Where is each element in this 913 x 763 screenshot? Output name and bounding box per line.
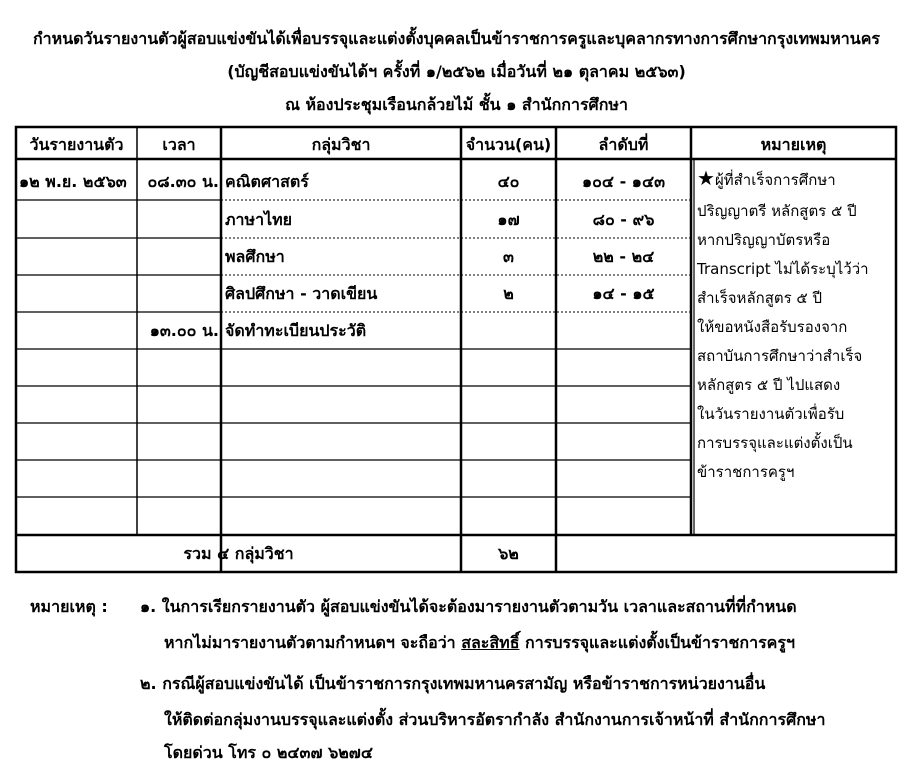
- total-count: ๖๒: [498, 544, 519, 563]
- remark-line: หากปริญญาบัตรหรือ: [697, 231, 831, 249]
- row-subject: คณิตศาสตร์: [225, 172, 309, 191]
- remark-line: ข้าราชการครูฯ: [697, 463, 795, 481]
- remark-line: หลักสูตร ๕ ปี ไปแสดง: [697, 376, 841, 394]
- note-2-line-3: โดยด่วน โทร ๐ ๒๔๓๗ ๖๒๗๔: [164, 743, 373, 762]
- header-time: เวลา: [162, 135, 196, 154]
- note-1-line-2: [164, 633, 795, 653]
- forfeit-text: สละสิทธิ์: [461, 633, 520, 652]
- notes-label: หมายเหตุ :: [30, 597, 108, 616]
- note-text: การบรรจุและแต่งตั้งเป็นข้าราชการครูฯ: [519, 633, 795, 652]
- remark-first-line: [697, 168, 836, 190]
- note-2-line-1: ๒. กรณีผู้สอบแข่งขันได้ เป็นข้าราชการกรุงเทพมหานครสามัญ หรือข้าราชการหน่วยงานอื่น: [140, 674, 766, 693]
- row-subject: พลศึกษา: [225, 247, 285, 266]
- row-order: ๘๐ - ๙๖: [592, 210, 655, 229]
- total-label: รวม ๔ กลุ่มวิชา: [183, 544, 294, 563]
- note-2-line-2: ให้ติดต่อกลุ่มงานบรรจุและแต่งตั้ง ส่วนบริหารอัตรากำลัง สำนักงานการเจ้าหน้าที่ สำนักการศึกษา: [164, 710, 826, 729]
- row-subject: ภาษาไทย: [225, 210, 293, 229]
- header-remark: หมายเหตุ: [760, 135, 827, 154]
- note-text: หากไม่มารายงานตัวตามกำหนดฯ จะถือว่า: [164, 633, 462, 652]
- title-line-3: ณ ห้องประชุมเรือนกล้วยไม้ ชั้น ๑ สำนักการศึกษา: [285, 95, 628, 114]
- remark-line: Transcript ไม่ได้ระบุไว้ว่า: [697, 260, 869, 278]
- row-time: ๑๓.๐๐ น.: [149, 321, 219, 340]
- note-1-line-1: ๑. ในการเรียกรายงานตัว ผู้สอบแข่งขันได้จะต้องมารายงานตัวตามวัน เวลาและสถานที่ที่กำหนด: [140, 597, 797, 616]
- remark-line: ให้ขอหนังสือรับรองจาก: [697, 318, 848, 336]
- row-count: ๔๐: [497, 172, 520, 191]
- remark-line: การบรรจุและแต่งตั้งเป็น: [697, 434, 853, 452]
- row-count: ๓: [503, 247, 514, 266]
- remark-line: ผู้ที่สำเร็จการศึกษา: [714, 171, 836, 189]
- remark-line: สถาบันการศึกษาว่าสำเร็จ: [697, 347, 863, 365]
- header-subject: กลุ่มวิชา: [311, 135, 371, 154]
- title-line-2: (บัญชีสอบแข่งขันได้ฯ ครั้งที่ ๑/๒๕๖๒ เมื่อวันที่ ๒๑ ตุลาคม ๒๕๖๓): [227, 62, 686, 81]
- remark-line: สำเร็จหลักสูตร ๕ ปี: [697, 289, 823, 307]
- star-icon: ★: [697, 166, 715, 190]
- header-order: ลำดับที่: [598, 135, 649, 154]
- header-date: วันรายงานตัว: [29, 135, 124, 154]
- report-date: ๑๒ พ.ย. ๒๕๖๓: [19, 172, 127, 191]
- header-count: จำนวน(คน): [465, 135, 552, 154]
- title-line-1: กำหนดวันรายงานตัวผู้สอบแข่งขันได้เพื่อบรรจุและแต่งตั้งบุคคลเป็นข้าราชการครูและบุคลากรทางการศึกษากรุงเทพมหานคร: [32, 29, 881, 48]
- row-subject: ศิลปศึกษา - วาดเขียน: [225, 284, 378, 303]
- row-count: ๒: [503, 284, 514, 303]
- row-order: ๒๒ - ๒๔: [592, 247, 655, 266]
- remark-line: ในวันรายงานตัวเพื่อรับ: [697, 405, 845, 423]
- row-subject: จัดทำทะเบียนประวัติ: [225, 321, 367, 340]
- row-count: ๑๗: [497, 210, 520, 229]
- remark-line: ปริญญาตรี หลักสูตร ๕ ปี: [697, 202, 857, 220]
- row-time: ๐๘.๓๐ น.: [147, 172, 219, 191]
- row-order: ๑๐๔ - ๑๔๓: [581, 172, 665, 191]
- row-order: ๑๔ - ๑๕: [592, 284, 655, 303]
